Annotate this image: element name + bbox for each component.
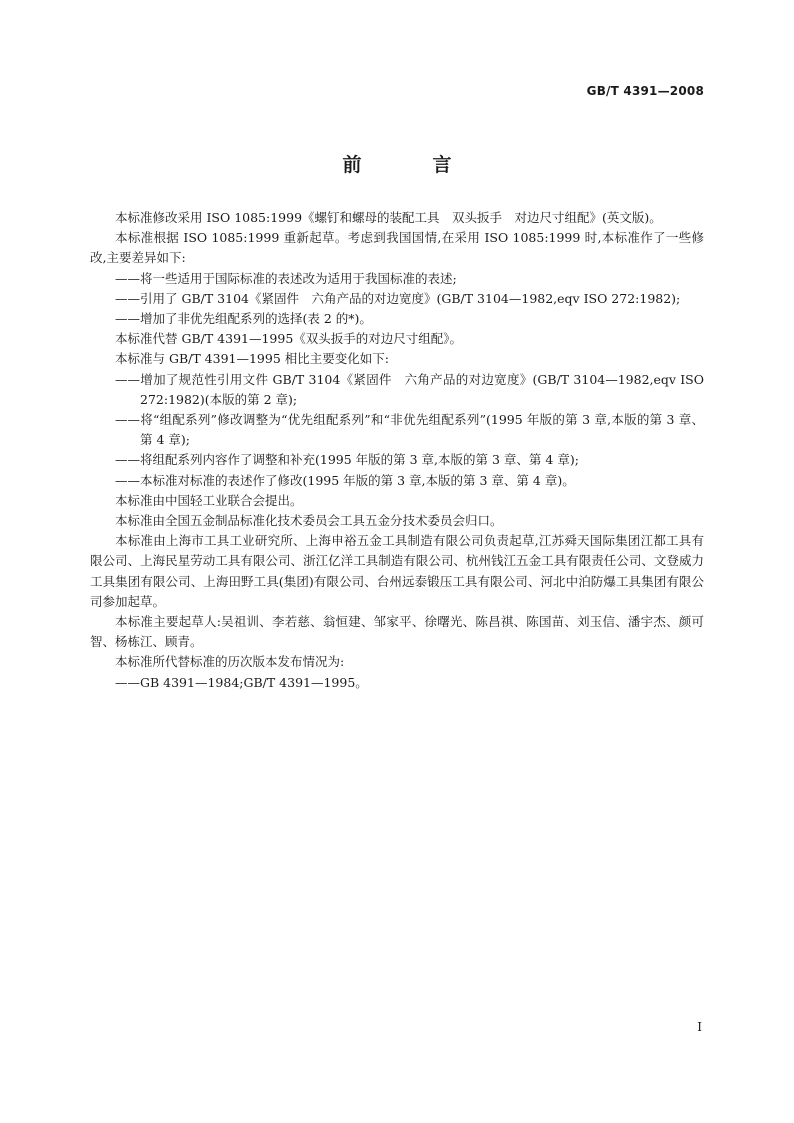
paragraph: 本标准由上海市工具工业研究所、上海申裕五金工具制造有限公司负责起草,江苏舜天国际集团江都工具有限公司、上海民星劳动工具有限公司、浙江亿洋工具制造有限公司、杭州钱江五金工具有限责任公司、文登威力工具集团有限公司、上海田野工具(集团)有限公司、台州远泰锻压工具有限公司、河北中泊防爆工具集团有限公司参加起草。 <box>90 533 704 609</box>
paragraph: 本标准代替 GB/T 4391—1995《双头扳手的对边尺寸组配》。 <box>115 331 463 347</box>
list-item: ——引用了 GB/T 3104《紧固件 六角产品的对边宽度》(GB/T 3104—1982,eqv ISO 272:1982); <box>115 290 681 306</box>
paragraph: 本标准修改采用 ISO 1085:1999《螺钉和螺母的装配工具 双头扳手 对边尺寸组配》(英文版)。 <box>115 210 662 225</box>
paragraph: 本标准由全国五金制品标准化技术委员会工具五金分技术委员会归口。 <box>115 513 503 529</box>
list-item: ——将组配系列内容作了调整和补充(1995 年版的第 3 章,本版的第 3 章、第 4 章); <box>115 452 579 468</box>
list-item: ——增加了非优先组配系列的选择(表 2 的*)。 <box>115 311 372 327</box>
paragraph: 本标准主要起草人:吴祖训、李若慈、翁恒建、邹家平、徐曙光、陈昌祺、陈国苗、刘玉信、潘宇杰、颜可智、杨栋江、顾青。 <box>90 614 704 650</box>
list-item: ——本标准对标准的表述作了修改(1995 年版的第 3 章,本版的第 3 章、第 4 章)。 <box>115 472 575 488</box>
paragraph: 本标准由中国轻工业联合会提出。 <box>115 492 303 508</box>
paragraph: 本标准所代替标准的历次版本发布情况为: <box>115 654 345 670</box>
list-item: ——将一些适用于国际标准的表述改为适用于我国标准的表述; <box>115 270 457 286</box>
list-item: ——将“组配系列”修改调整为“优先组配系列”和“非优先组配系列”(1995 年版的第 3 章,本版的第 3 章、第 4 章); <box>115 412 704 448</box>
standard-number: GB/T 4391—2008 <box>586 84 704 98</box>
list-item: ——增加了规范性引用文件 GB/T 3104《紧固件 六角产品的对边宽度》(GB/T 3104—1982,eqv ISO 272:1982)(本版的第 2 章); <box>115 371 704 407</box>
page-title: 前 言 <box>342 154 478 176</box>
list-item: ——GB 4391—1984;GB/T 4391—1995。 <box>115 674 368 690</box>
document-body <box>90 208 704 693</box>
paragraph: 本标准与 GB/T 4391—1995 相比主要变化如下: <box>115 351 389 367</box>
page-number: I <box>697 1020 702 1034</box>
paragraph: 本标准根据 ISO 1085:1999 重新起草。考虑到我国国情,在采用 ISO 1085:1999 时,本标准作了一些修改,主要差异如下: <box>90 230 704 266</box>
